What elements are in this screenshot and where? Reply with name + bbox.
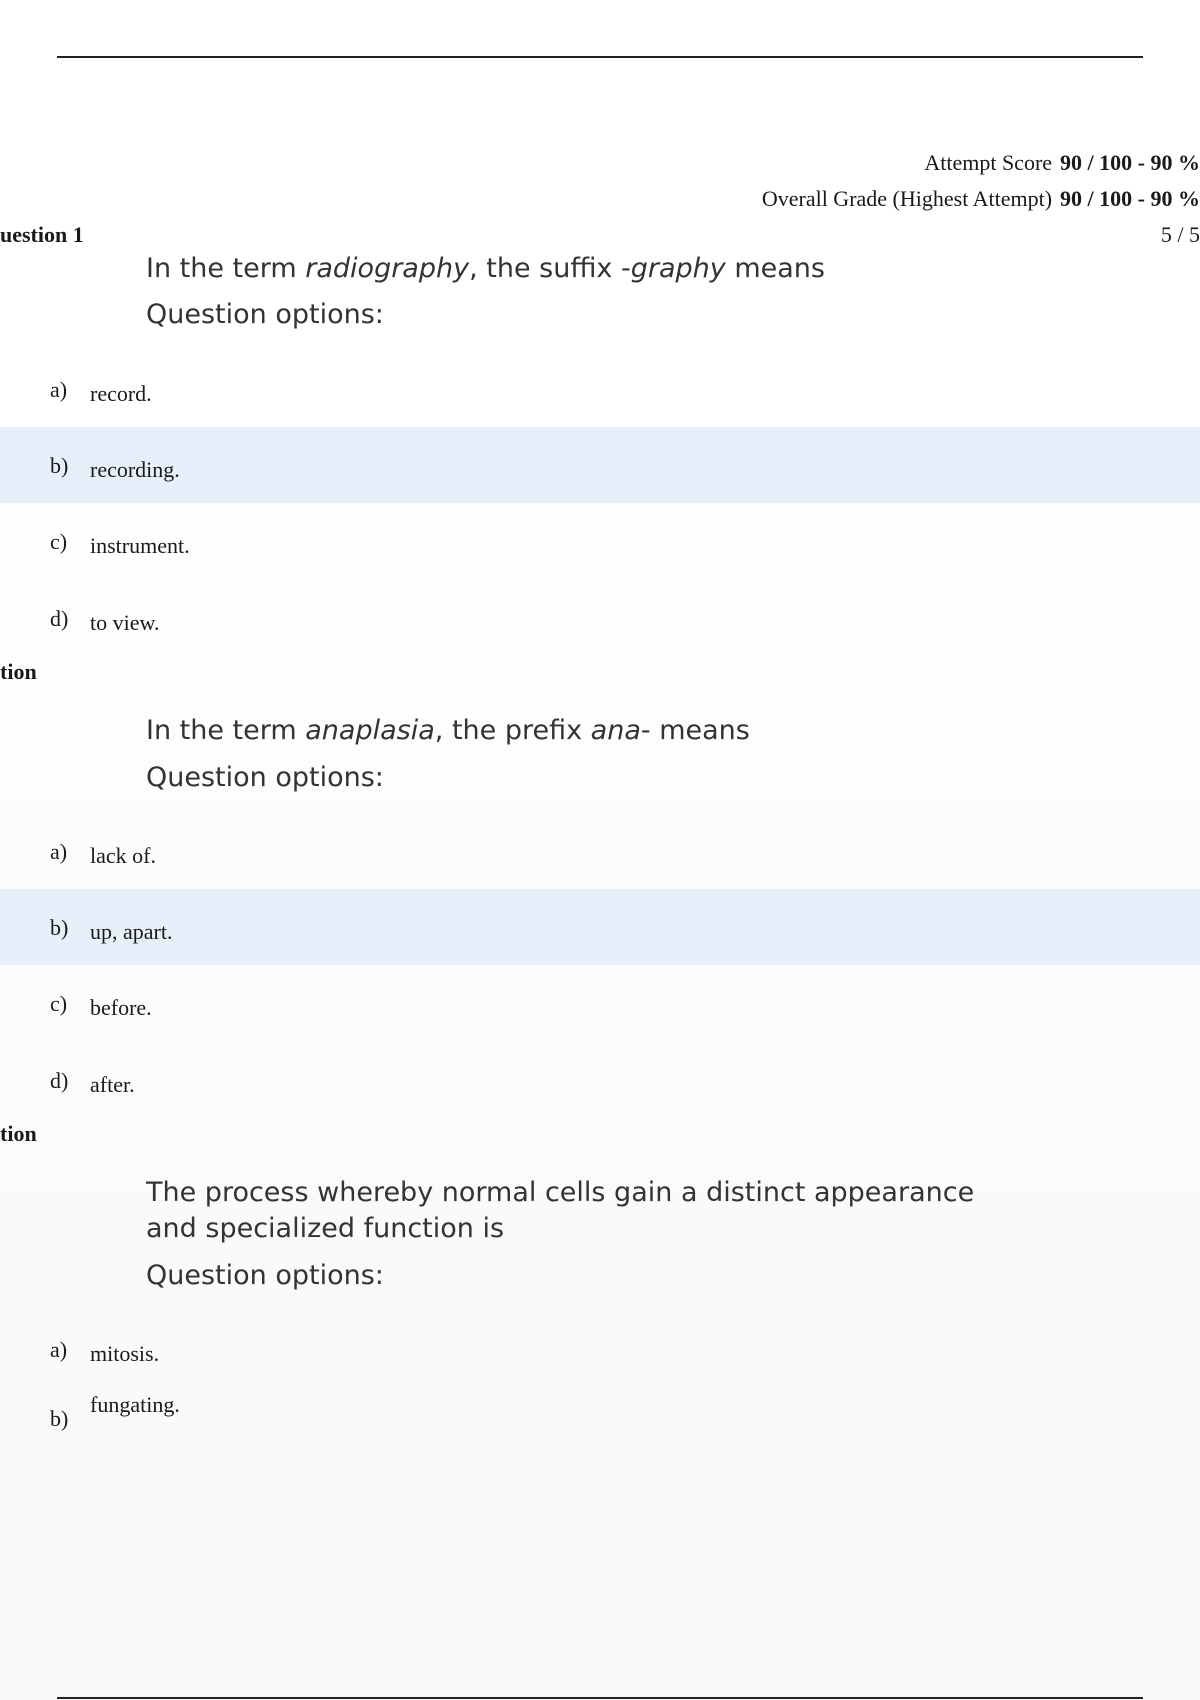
option-letter: a) [50,1337,68,1362]
question-1-option-b-selected [0,427,1200,503]
option-letter: b) [50,453,69,478]
option-text: up, apart. [90,919,173,944]
option-text: instrument. [90,533,190,558]
question-3-option-b [0,1370,1200,1446]
question-2-heading: tion [0,659,37,684]
option-text: record. [90,381,152,406]
attempt-score [924,150,1200,176]
overall-grade-value: 90 / 100 - 90 % [1060,186,1200,211]
option-letter: c) [50,991,68,1016]
question-3-options-label: Question options: [146,1260,384,1291]
bottom-rule [57,1697,1143,1699]
option-text: mitosis. [90,1341,160,1366]
question-2-option-a [0,813,1200,889]
option-text: after. [90,1072,135,1097]
option-text: before. [90,995,152,1020]
option-letter: d) [50,606,69,631]
option-text: recording. [90,457,180,482]
question-2-option-c [0,965,1200,1041]
question-1-option-a [0,351,1200,427]
option-letter: c) [50,529,68,554]
option-letter: d) [50,1068,69,1093]
option-text: to view. [90,610,160,635]
overall-grade-label: Overall Grade (Highest Attempt) [761,186,1053,211]
question-1-text: In the term radiography, the suffix -graphy means [146,253,825,284]
option-letter: a) [50,839,68,864]
overall-grade [762,186,1200,212]
option-letter: b) [50,915,69,940]
attempt-score-label: Attempt Score [924,150,1053,175]
question-3-text: The process whereby normal cells gain a distinct appearance and specialized function is [146,1177,975,1244]
question-1-option-c [0,503,1200,579]
option-text: fungating. [90,1392,180,1417]
attempt-score-value: 90 / 100 - 90 % [1060,150,1200,175]
question-1-heading: uestion 1 [0,222,84,247]
option-letter: b) [50,1406,69,1431]
option-letter: a) [50,377,68,402]
question-3-heading: tion [0,1121,37,1146]
top-rule [57,56,1143,58]
question-2-text: In the term anaplasia, the prefix ana- means [146,715,750,746]
question-1-options-label: Question options: [146,299,384,330]
question-2-options-label: Question options: [146,762,384,793]
option-text: lack of. [90,843,156,868]
question-2-option-b-selected [0,889,1200,965]
question-1-option-d [0,580,1200,656]
question-1-points: 5 / 5 [1160,222,1200,247]
question-2-option-d [0,1042,1200,1118]
